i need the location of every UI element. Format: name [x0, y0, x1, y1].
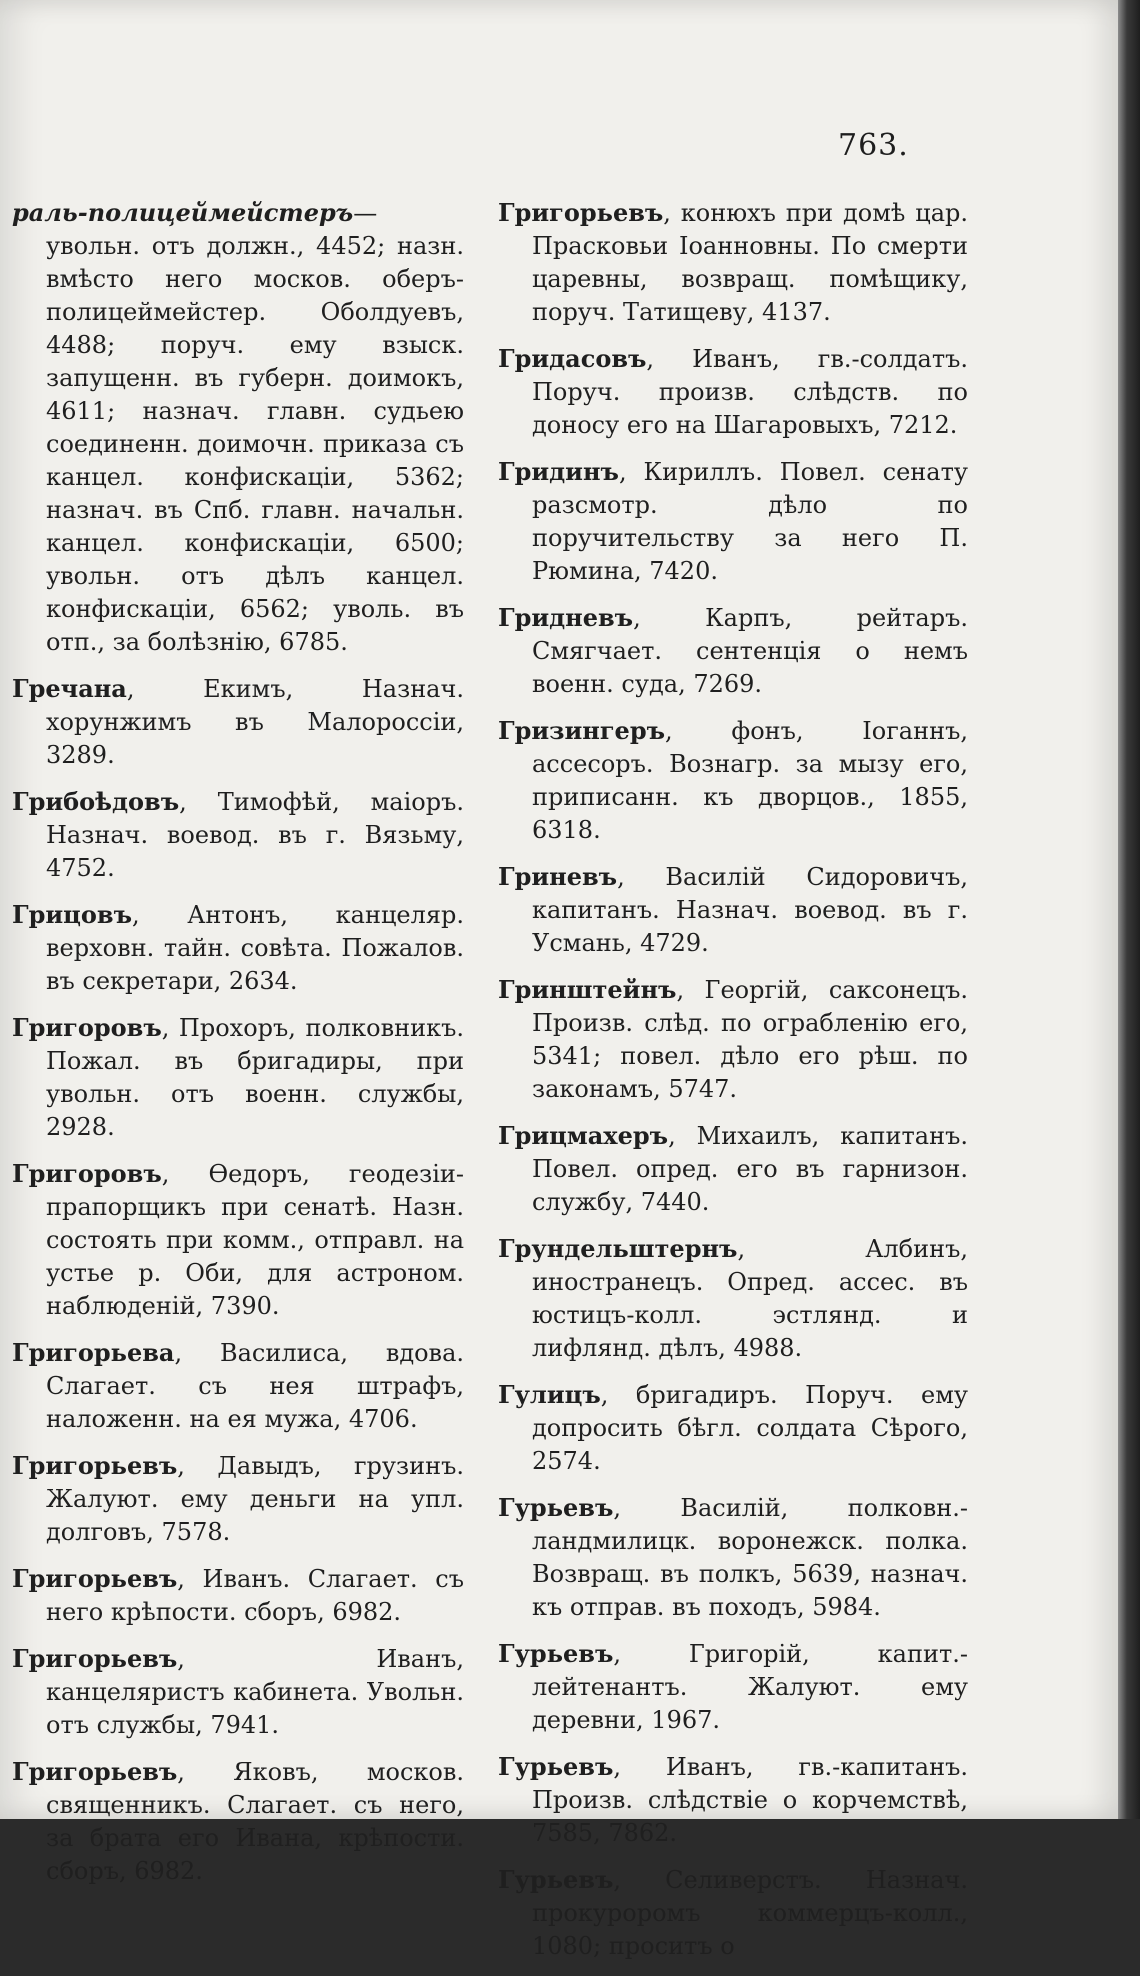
index-entry [12, 196, 464, 659]
index-entry [498, 1491, 968, 1624]
entry-heading: Гризингеръ [498, 716, 666, 745]
entry-text: , Карпъ, рейтаръ. Смягчает. сентенція о немъ военн. суда, 7269. [532, 604, 968, 698]
entry-heading: Гулицъ [498, 1380, 601, 1409]
index-entry [12, 1336, 464, 1436]
entry-text: , Селиверстъ. Назнач. прокуроромъ коммерцъ-колл., 1080; проситъ о [532, 1866, 968, 1960]
entry-text: , фонъ, Іоганнъ, ассесоръ. Вознагр. за мызу его, приписанн. къ дворцов., 1855, 6318. [532, 717, 968, 844]
entry-heading: Григоровъ [12, 1159, 162, 1188]
entry-heading: Гридинъ [498, 457, 619, 486]
index-entry [498, 455, 968, 588]
entry-heading: Гурьевъ [498, 1865, 614, 1894]
entry-heading: Гурьевъ [498, 1752, 614, 1781]
entry-text: , Албинъ, иностранецъ. Опред. ассес. въ юстицъ-колл. эстлянд. и лифлянд. дѣлъ, 4988. [532, 1235, 968, 1362]
entry-heading: Грибоѣдовъ [12, 787, 180, 816]
entry-text: , Иванъ, гв.-солдатъ. Поруч. произв. слѣдств. по доносу его на Шагаровыхъ, 7212. [532, 345, 968, 439]
entry-heading: Грундельштернъ [498, 1234, 738, 1263]
index-entry [498, 973, 968, 1106]
entry-text: , Иванъ, канцеляристъ кабинета. Увольн. отъ службы, 7941. [46, 1645, 464, 1739]
index-entry [12, 1755, 464, 1888]
entry-heading: Григорьевъ [12, 1451, 178, 1480]
entry-heading: Григорьевъ [498, 198, 664, 227]
index-entry [498, 1119, 968, 1219]
index-entry [498, 196, 968, 329]
entry-text: , Антонъ, канцеляр. верховн. тайн. совѣта. Пожалов. въ секретари, 2634. [46, 901, 464, 995]
entry-text: , Екимъ, Назнач. хорунжимъ въ Малороссіи, 3289. [46, 675, 464, 769]
entry-text: , Иванъ, гв.-капитанъ. Произв. слѣдствіе о корчемствѣ, 7585, 7862. [532, 1753, 968, 1847]
index-entry [498, 601, 968, 701]
index-entry [498, 1378, 968, 1478]
entry-text: , Ѳедоръ, геодезіи-прапорщикъ при сенатѣ. Назн. состоять при комм., отправл. на устье р. Оби, для астроном. наблюденій, 7390. [46, 1160, 464, 1320]
entry-heading: Григорьевъ [12, 1644, 178, 1673]
entry-heading: Григорьевъ [12, 1564, 178, 1593]
entry-heading: Гриневъ [498, 862, 618, 891]
entry-heading: Григорьевъ [12, 1757, 178, 1786]
left-column [12, 196, 464, 1901]
index-entry [12, 1642, 464, 1742]
entry-heading: Гридневъ [498, 603, 634, 632]
index-entry [12, 1562, 464, 1629]
index-entry [498, 1232, 968, 1365]
entry-text: , Тимофѣй, маіоръ. Назнач. воевод. въ г. Вязьму, 4752. [46, 788, 464, 882]
page-number: 763. [838, 128, 909, 163]
index-entry [498, 1863, 968, 1963]
entry-text: —увольн. отъ должн., 4452; назн. вмѣсто него москов. оберъ-полицеймейстер. Оболдуевъ, 4488; поруч. ему взыск. запущенн. въ губерн. доимокъ, 4611; назнач. главн. судьею соединенн. доимочн. приказа съ канцел. конфискаціи, 5362; назнач. въ Спб. главн. начальн. канцел. конфискаціи, 6500; увольн. отъ дѣлъ канцел. конфискаціи, 6562; уволь. въ отп., за болѣзнію, 6785. [46, 199, 464, 656]
entry-text: , Давыдъ, грузинъ. Жалуют. ему деньги на упл. долговъ, 7578. [46, 1452, 464, 1546]
entry-text: , Василій, полковн.-ландмилицк. воронежск. полка. Возвращ. въ полкъ, 5639, назнач. къ отправ. въ походъ, 5984. [532, 1494, 968, 1621]
entry-text: , Михаилъ, капитанъ. Повел. опред. его въ гарнизон. службу, 7440. [532, 1122, 968, 1216]
entry-text: , Василій Сидоровичъ, капитанъ. Назнач. воевод. въ г. Усмань, 4729. [532, 863, 968, 957]
entry-text: , Кириллъ. Повел. сенату разсмотр. дѣло по поручительству за него П. Рюмина, 7420. [532, 458, 968, 585]
index-entry [12, 898, 464, 998]
entry-heading: Гурьевъ [498, 1639, 614, 1668]
entry-heading: Грицмахеръ [498, 1121, 669, 1150]
index-entry [12, 672, 464, 772]
index-entry [12, 785, 464, 885]
entry-heading: Гречана [12, 674, 127, 703]
entry-text: , Яковъ, москов. священникъ. Слагает. съ него, за брата его Ивана, крѣпости. сборъ, 6982. [46, 1758, 464, 1885]
entry-heading: Гридасовъ [498, 344, 647, 373]
right-column [498, 196, 968, 1976]
page-edge-shadow [1118, 0, 1140, 1819]
entry-text: , Георгій, саксонецъ. Произв. слѣд. по ограбленію его, 5341; повел. дѣло его рѣш. по законамъ, 5747. [532, 976, 968, 1103]
index-entry [498, 714, 968, 847]
index-entry [498, 342, 968, 442]
entry-text: , Прохоръ, полковникъ. Пожал. въ бригадиры, при увольн. отъ военн. службы, 2928. [46, 1014, 464, 1141]
entry-heading: Григорьева [12, 1338, 175, 1367]
entry-text: , Василиса, вдова. Слагает. съ нея штрафъ, наложенн. на ея мужа, 4706. [46, 1339, 464, 1433]
index-entry [12, 1449, 464, 1549]
index-entry [12, 1011, 464, 1144]
index-entry [498, 1750, 968, 1850]
entry-heading: Гринштейнъ [498, 975, 677, 1004]
entry-heading: Грицовъ [12, 900, 132, 929]
entry-text: , бригадиръ. Поруч. ему допросить бѣгл. солдата Сѣрого, 2574. [532, 1381, 968, 1475]
entry-heading: раль-полицеймейстеръ [12, 198, 354, 227]
entry-heading: Григоровъ [12, 1013, 162, 1042]
index-entry [498, 860, 968, 960]
entry-text: , конюхъ при домѣ цар. Прасковьи Іоанновны. По смерти царевны, возвращ. помѣщику, поруч. Татищеву, 4137. [532, 199, 968, 326]
index-entry [12, 1157, 464, 1323]
entry-heading: Гурьевъ [498, 1493, 614, 1522]
index-entry [498, 1637, 968, 1737]
entry-text: , Иванъ. Слагает. съ него крѣпости. сборъ, 6982. [46, 1565, 464, 1626]
entry-text: , Григорій, капит.-лейтенантъ. Жалуют. ему деревни, 1967. [532, 1640, 968, 1734]
